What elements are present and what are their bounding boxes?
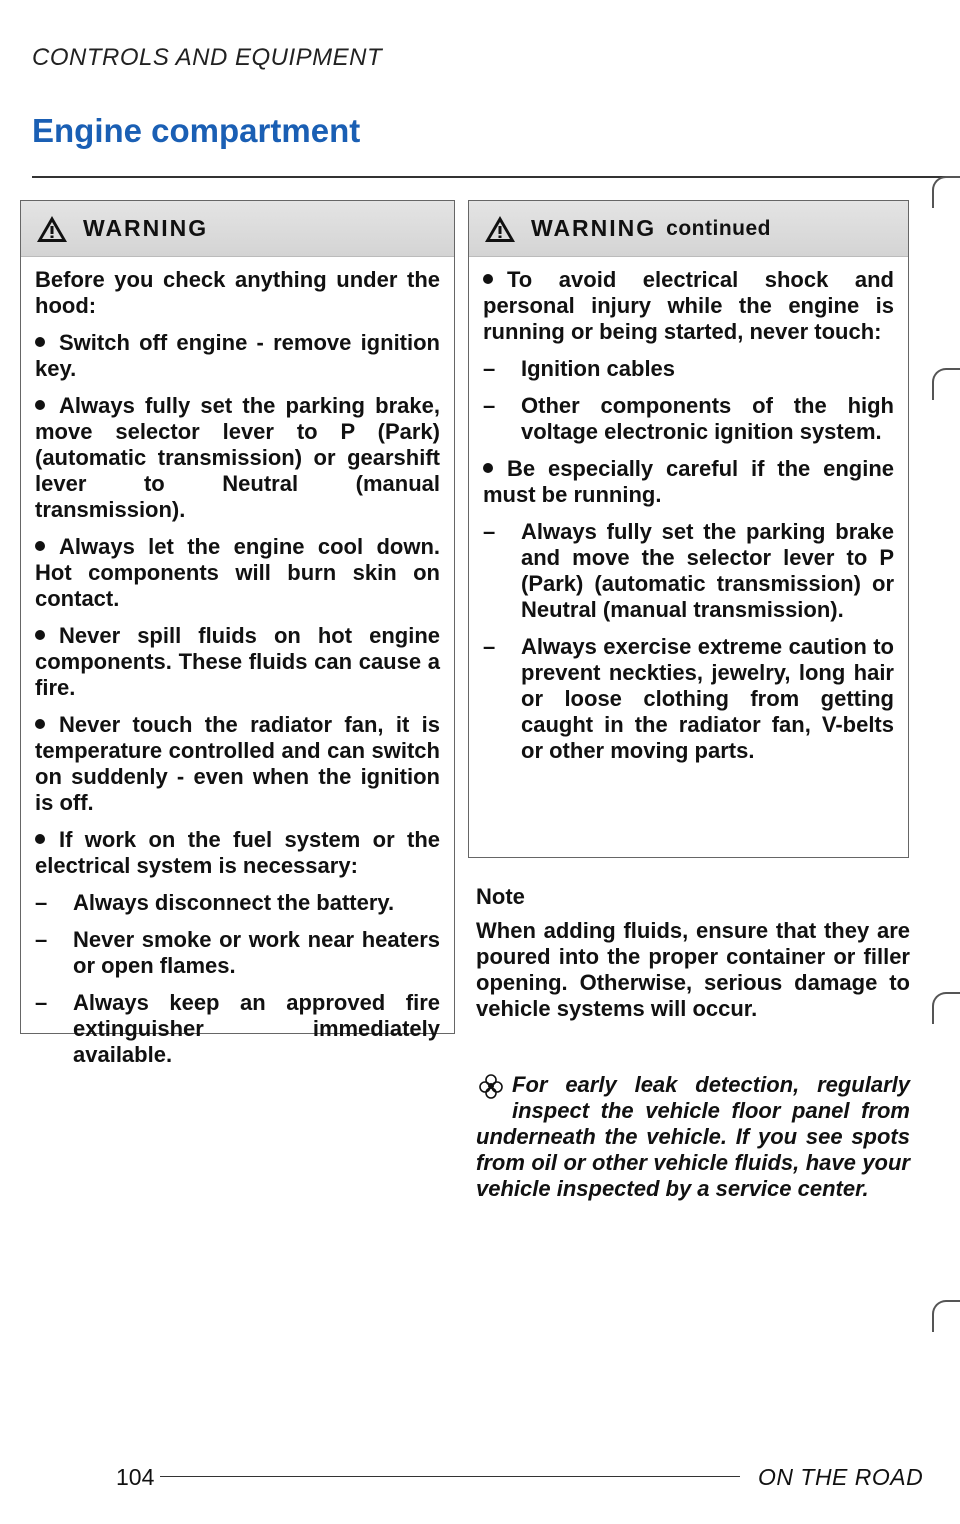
bullet-icon [483,463,493,473]
warning-triangle-icon [483,214,517,244]
warning-body [21,257,454,1068]
environment-text: For early leak detection, regularly inspect the vehicle floor panel from underneath the vehicle. If you see spots from oil or other vehicle fluids, have your vehicle inspected by a service center. [476,1072,910,1201]
warning-title: WARNING [83,215,209,241]
page-edge-mark [932,1300,960,1332]
title-divider [32,176,950,178]
bullet-icon [35,541,45,551]
dash-item: – Never smoke or work near heaters or open flames. [35,927,440,978]
bullet-icon [35,834,45,844]
page-edge-mark [932,992,960,1024]
warning-box-right [468,200,909,858]
bullet-icon [35,719,45,729]
dash-item: – Ignition cables [483,356,676,381]
bullet-item: Never touch the radiator fan, it is temperature controlled and can switch on suddenly - even when the ignition is off. [35,712,440,815]
warning-header [21,201,454,257]
warning-body [469,257,908,764]
section-header: CONTROLS AND EQUIPMENT [32,44,383,71]
bullet-icon [35,337,45,347]
warning-intro: Before you check anything under the hood: [35,267,440,318]
bullet-item: If work on the fuel system or the electrical system is necessary: [35,827,440,878]
page-number: 104 [116,1464,155,1490]
environment-note [476,1072,910,1202]
page-edge-mark [932,176,960,208]
dash-item: – Always fully set the parking brake and move the selector lever to P (Park) (automatic transmission) or Neutral (manual transmission). [483,519,894,622]
footer-divider [160,1476,740,1477]
warning-box-left [20,200,455,1067]
footer-section: ON THE ROAD [758,1464,924,1490]
dash-item: – Other components of the high voltage electronic ignition system. [483,393,894,444]
dash-item: – Always disconnect the battery. [35,890,395,915]
page-edge-mark [932,368,960,400]
bullet-item: Never spill fluids on hot engine components. These fluids can cause a fire. [35,623,440,700]
bullet-item: Be especially careful if the engine must be running. [483,456,894,507]
bullet-icon [35,400,45,410]
environment-icon [476,1072,506,1100]
bullet-item: Switch off engine - remove ignition key. [35,330,440,381]
warning-header [469,201,908,257]
bullet-item: Always let the engine cool down. Hot components will burn skin on contact. [35,534,440,611]
warning-continued-label: continued [666,216,771,240]
bullet-icon [483,274,493,284]
note-text: When adding fluids, ensure that they are poured into the proper container or filler opening. Otherwise, serious damage to vehicle systems will occur. [476,918,910,1021]
bullet-item: To avoid electrical shock and personal injury while the engine is running or being started, never touch: [483,267,894,344]
dash-item: – Always exercise extreme caution to prevent neckties, jewelry, long hair or loose clothing from getting caught in the radiator fan, V-belts or other moving parts. [483,634,894,763]
warning-triangle-icon [35,214,69,244]
page-title: Engine compartment [32,112,361,149]
bullet-icon [35,630,45,640]
note-heading: Note [476,884,525,909]
warning-title: WARNING [531,215,657,241]
bullet-item: Always fully set the parking brake, move selector lever to P (Park) (automatic transmission) or gearshift lever to Neutral (manual transmission). [35,393,440,522]
dash-item: – Always keep an approved fire extinguisher immediately available. [35,990,440,1067]
